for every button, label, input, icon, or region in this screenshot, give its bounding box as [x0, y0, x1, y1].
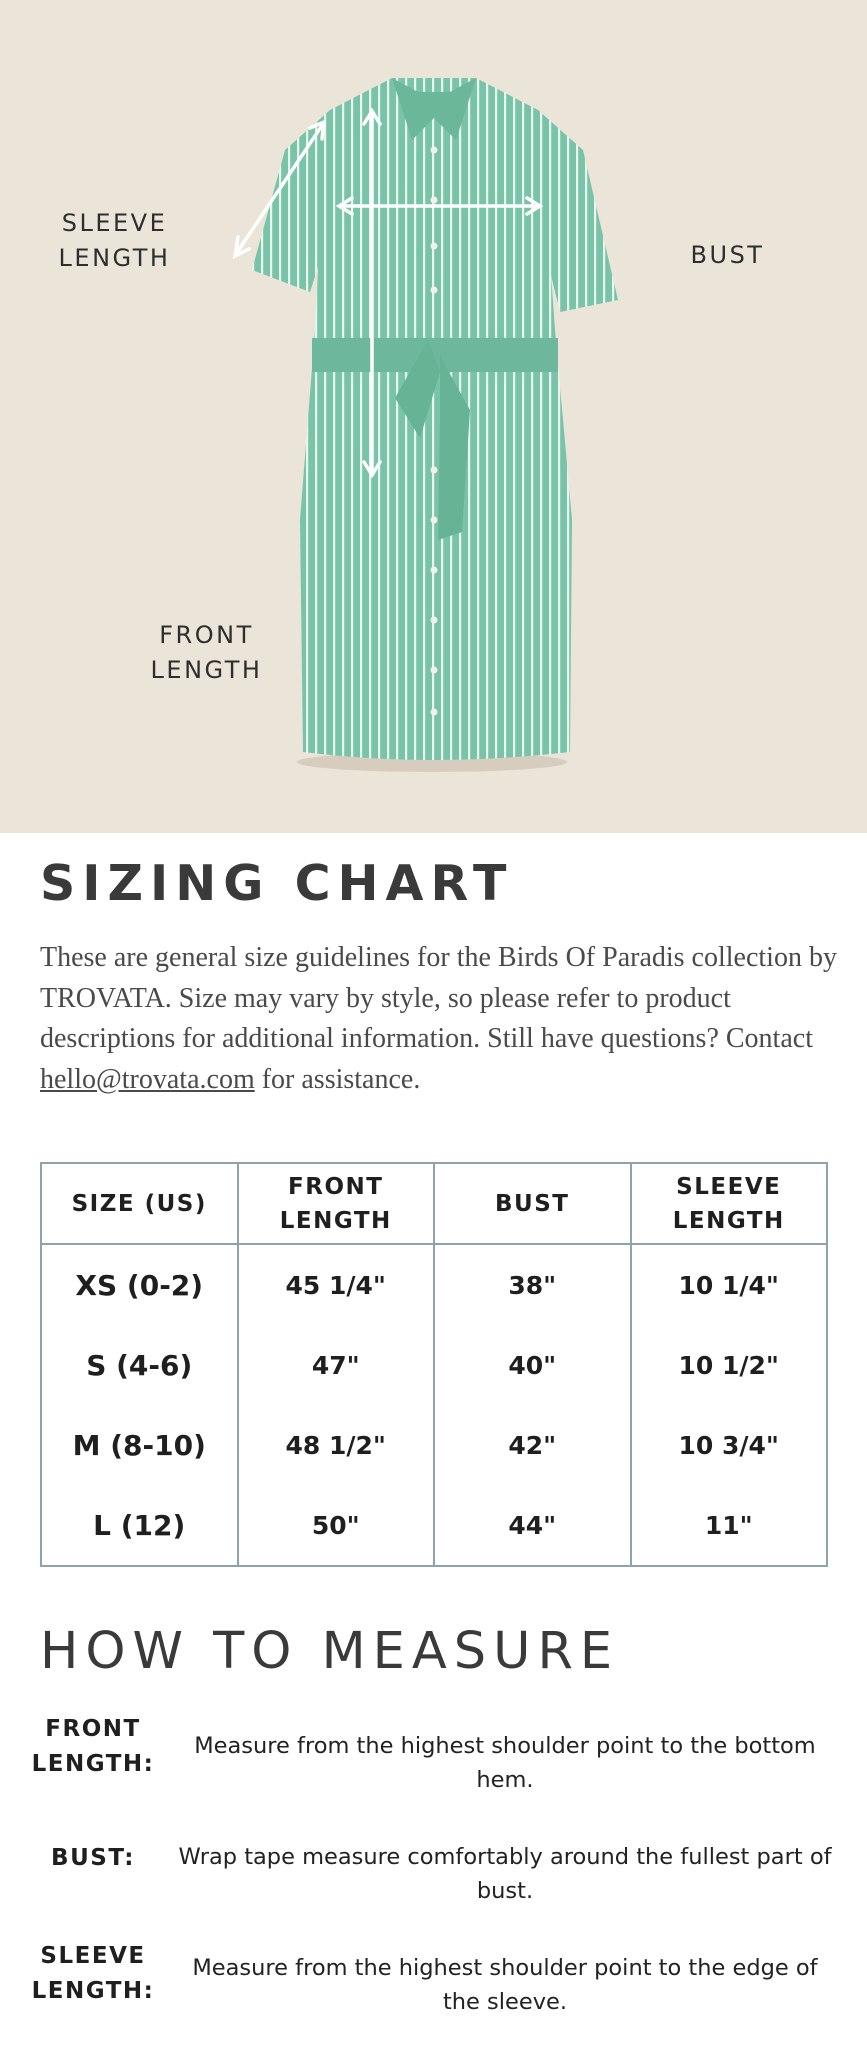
front-length-description: Measure from the highest shoulder point to the bottom hem. — [194, 1733, 816, 1793]
bust-cell: 38" — [434, 1244, 631, 1325]
column-header-size: SIZE (US) — [41, 1163, 238, 1244]
sleeve-length-term: SLEEVE LENGTH: — [31, 1943, 155, 2004]
front-length-cell: 45 1/4" — [238, 1244, 435, 1325]
dress-body — [300, 78, 572, 760]
sizing-intro — [40, 938, 840, 1100]
bust-description: Wrap tape measure comfortably around the fullest part of bust. — [178, 1844, 832, 1904]
column-header-bust: BUST — [434, 1163, 631, 1244]
bust-cell: 40" — [434, 1325, 631, 1405]
bust-cell: 44" — [434, 1485, 631, 1566]
sleeve-length-cell: 10 3/4" — [631, 1405, 828, 1485]
size-cell: M (8-10) — [41, 1405, 238, 1485]
sizing-chart-title: SIZING CHART — [40, 855, 514, 912]
front-length-cell: 48 1/2" — [238, 1405, 435, 1485]
product-hero — [0, 0, 867, 833]
front-length-cell: 50" — [238, 1485, 435, 1566]
contact-email-link[interactable]: hello@trovata.com — [40, 1063, 255, 1095]
sleeve-length-cell: 11" — [631, 1485, 828, 1566]
table-row — [41, 1405, 827, 1485]
front-length-cell: 47" — [238, 1325, 435, 1405]
column-header-sleeve-length: SLEEVE LENGTH — [631, 1163, 828, 1244]
sizing-intro-suffix: for assistance. — [254, 1063, 421, 1095]
size-table — [40, 1162, 828, 1567]
how-to-measure-title: HOW TO MEASURE — [40, 1622, 620, 1681]
sleeve-length-label: SLEEVE LENGTH — [58, 209, 171, 272]
bust-term: BUST: — [51, 1845, 135, 1871]
sleeve-length-description: Measure from the highest shoulder point to the edge of the sleeve. — [192, 1955, 818, 2015]
size-table-header-row — [41, 1163, 827, 1244]
bust-label: BUST — [690, 241, 765, 269]
bust-cell: 42" — [434, 1405, 631, 1485]
sleeve-length-cell: 10 1/4" — [631, 1244, 828, 1325]
column-header-front-length: FRONT LENGTH — [238, 1163, 435, 1244]
table-row — [41, 1485, 827, 1566]
dress-illustration — [0, 0, 867, 833]
sizing-intro-text: These are general size guidelines for the Birds Of Paradis collection by TROVATA. Size may vary by style, so please refer to product descriptions for additional information. Still have questions? Contact — [40, 942, 837, 1054]
front-length-label: FRONT LENGTH — [150, 621, 263, 684]
table-row — [41, 1325, 827, 1405]
size-cell: S (4-6) — [41, 1325, 238, 1405]
size-cell: L (12) — [41, 1485, 238, 1566]
front-length-term: FRONT LENGTH: — [31, 1716, 155, 1777]
table-row — [41, 1244, 827, 1325]
sleeve-length-cell: 10 1/2" — [631, 1325, 828, 1405]
size-cell: XS (0-2) — [41, 1244, 238, 1325]
